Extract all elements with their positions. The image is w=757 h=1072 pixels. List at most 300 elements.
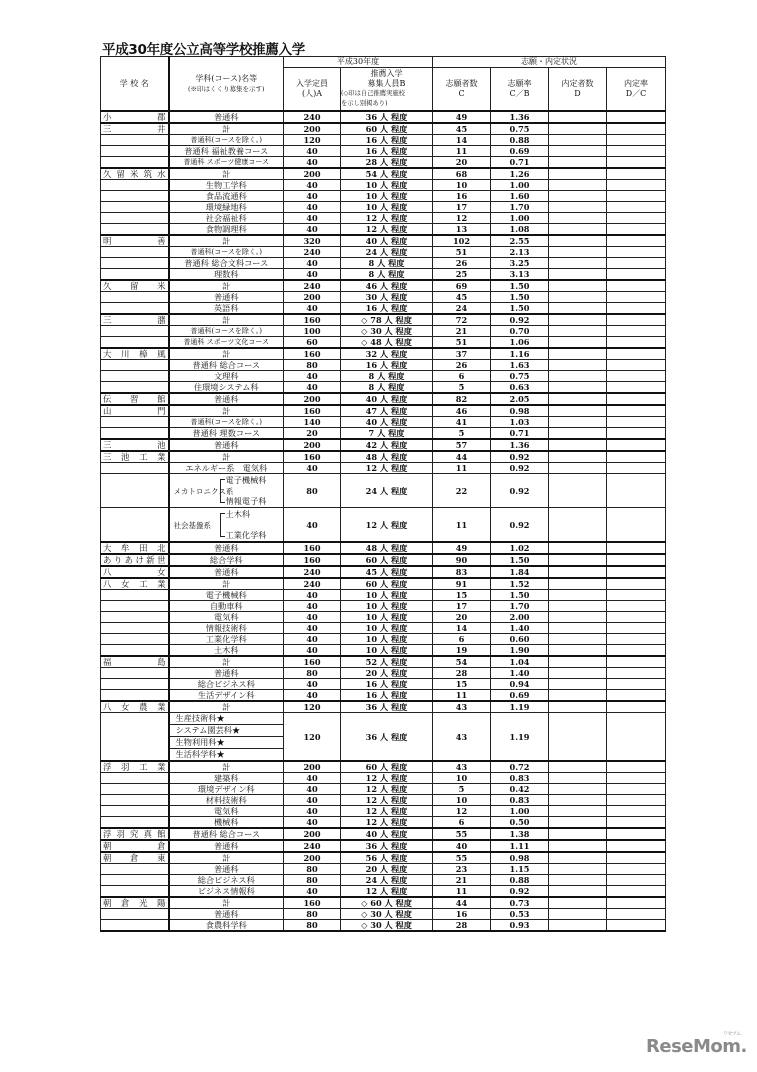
recommend-b: 16 人 程度	[341, 360, 433, 371]
offer-ratio-dc	[607, 428, 666, 440]
ratio-cb: 1.60	[491, 191, 549, 202]
capacity-a: 240	[284, 247, 341, 258]
capacity-a: 40	[284, 645, 341, 657]
header-capacity: 入学定員 (人)A	[284, 68, 341, 112]
table-row	[101, 439, 666, 451]
recommend-b: 16 人 程度	[341, 690, 433, 702]
department-name: システム園芸科★	[170, 725, 284, 737]
recommend-b: 40 人 程度	[341, 828, 433, 840]
applicants-c: 28	[433, 668, 491, 679]
offer-ratio-dc	[607, 601, 666, 612]
offer-ratio-dc	[607, 828, 666, 840]
offers-d	[549, 202, 607, 213]
offer-ratio-dc	[607, 191, 666, 202]
offer-ratio-dc	[607, 795, 666, 806]
ratio-cb: 0.83	[491, 795, 549, 806]
recommend-b: 16 人 程度	[341, 679, 433, 690]
capacity-a: 80	[284, 920, 341, 932]
ratio-cb: 1.00	[491, 806, 549, 817]
school-name	[101, 247, 169, 258]
table-row	[101, 773, 666, 784]
offer-ratio-dc	[607, 382, 666, 394]
recommend-b: 12 人 程度	[341, 508, 433, 543]
header-offer-ratio: 内定率 D／C	[607, 68, 666, 112]
table-row	[101, 180, 666, 191]
school-name	[101, 258, 169, 269]
table-row	[101, 886, 666, 898]
school-name	[101, 135, 169, 146]
offers-d	[549, 326, 607, 337]
applicants-c: 102	[433, 235, 491, 247]
department-name: 電気科	[169, 806, 284, 817]
ratio-cb: 0.73	[491, 897, 549, 909]
offer-ratio-dc	[607, 337, 666, 349]
ratio-cb: 0.92	[491, 451, 549, 463]
capacity-a: 40	[284, 886, 341, 898]
department-name: 普通科	[169, 864, 284, 875]
school-name	[101, 713, 169, 762]
recommend-b: 8 人 程度	[341, 269, 433, 281]
capacity-a: 40	[284, 623, 341, 634]
offer-ratio-dc	[607, 656, 666, 668]
capacity-a: 60	[284, 337, 341, 349]
applicants-c: 6	[433, 371, 491, 382]
applicants-c: 11	[433, 146, 491, 157]
ratio-cb: 3.25	[491, 258, 549, 269]
offers-d	[549, 269, 607, 281]
recommend-b: 32 人 程度	[341, 348, 433, 360]
ratio-cb: 1.36	[491, 439, 549, 451]
offer-ratio-dc	[607, 123, 666, 135]
table-row	[101, 554, 666, 566]
offer-ratio-dc	[607, 474, 666, 508]
resemom-logo: リセマム ReseMom.	[646, 1031, 747, 1057]
school-name	[101, 474, 169, 508]
recommend-b: 20 人 程度	[341, 668, 433, 679]
offers-d	[549, 146, 607, 157]
department-name: 普通科	[169, 909, 284, 920]
table-row	[101, 852, 666, 864]
table-row	[101, 909, 666, 920]
table-row	[101, 280, 666, 292]
recommend-b: 36 人 程度	[341, 840, 433, 852]
table-row	[101, 634, 666, 645]
table-row	[101, 258, 666, 269]
table-row	[101, 690, 666, 702]
school-name	[101, 645, 169, 657]
table-row	[101, 191, 666, 202]
department-name: 普通科 総合コース	[169, 828, 284, 840]
offer-ratio-dc	[607, 393, 666, 405]
recommend-b: 10 人 程度	[341, 645, 433, 657]
capacity-a: 40	[284, 508, 341, 543]
school-name: 大牟田北	[101, 542, 169, 554]
offer-ratio-dc	[607, 701, 666, 713]
department-name: 普通科(コースを除く。)	[169, 326, 284, 337]
offers-d	[549, 875, 607, 886]
offers-d	[549, 668, 607, 679]
capacity-a: 160	[284, 451, 341, 463]
offer-ratio-dc	[607, 864, 666, 875]
applicants-c: 5	[433, 382, 491, 394]
school-name: 三 井	[101, 123, 169, 135]
header-group-status: 志願・内定状況	[433, 57, 666, 68]
table-row	[101, 337, 666, 349]
table-row	[101, 679, 666, 690]
school-name	[101, 303, 169, 315]
offers-d	[549, 690, 607, 702]
offers-d	[549, 463, 607, 474]
table-row	[101, 247, 666, 258]
table-row	[101, 123, 666, 135]
school-name	[101, 784, 169, 795]
capacity-a: 20	[284, 428, 341, 440]
offer-ratio-dc	[607, 269, 666, 281]
recommend-b: ◇ 48 人 程度	[341, 337, 433, 349]
school-name: 明 善	[101, 235, 169, 247]
department-name: 情報技術科	[169, 623, 284, 634]
capacity-a: 40	[284, 180, 341, 191]
applicants-c: 21	[433, 326, 491, 337]
ratio-cb: 0.70	[491, 326, 549, 337]
offer-ratio-dc	[607, 360, 666, 371]
offers-d	[549, 280, 607, 292]
department-name: ビジネス情報科	[169, 886, 284, 898]
applicants-c: 14	[433, 623, 491, 634]
capacity-a: 40	[284, 146, 341, 157]
applicants-c: 68	[433, 168, 491, 180]
table-row	[101, 542, 666, 554]
ratio-cb: 0.92	[491, 474, 549, 508]
ratio-cb: 3.13	[491, 269, 549, 281]
applicants-c: 43	[433, 701, 491, 713]
applicants-c: 19	[433, 645, 491, 657]
offers-d	[549, 382, 607, 394]
applicants-c: 5	[433, 428, 491, 440]
capacity-a: 40	[284, 157, 341, 169]
capacity-a: 200	[284, 393, 341, 405]
recommend-b: 12 人 程度	[341, 224, 433, 236]
offers-d	[549, 623, 607, 634]
department-group	[169, 713, 284, 762]
table-row	[101, 701, 666, 713]
department-name: 普通科 総合コース	[169, 360, 284, 371]
offer-ratio-dc	[607, 303, 666, 315]
capacity-a: 160	[284, 314, 341, 326]
department-name: 総合ビジネス科	[169, 679, 284, 690]
school-name: 浮羽究真館	[101, 828, 169, 840]
department-name: 情報電子科	[225, 496, 267, 506]
offers-d	[549, 852, 607, 864]
ratio-cb: 2.55	[491, 235, 549, 247]
table-row	[101, 875, 666, 886]
school-name: 朝 倉	[101, 840, 169, 852]
department-name: 土木科	[169, 645, 284, 657]
offers-d	[549, 701, 607, 713]
school-name	[101, 590, 169, 601]
school-name	[101, 382, 169, 394]
offer-ratio-dc	[607, 590, 666, 601]
applicants-c: 17	[433, 202, 491, 213]
ratio-cb: 1.00	[491, 213, 549, 224]
offer-ratio-dc	[607, 554, 666, 566]
ratio-cb: 1.50	[491, 303, 549, 315]
department-name: 生活科学科★	[175, 749, 225, 759]
capacity-a: 40	[284, 817, 341, 829]
offer-ratio-dc	[607, 690, 666, 702]
ratio-cb: 0.75	[491, 371, 549, 382]
applicants-c: 51	[433, 247, 491, 258]
ratio-cb: 1.84	[491, 566, 549, 578]
school-name	[101, 886, 169, 898]
recommend-b: 24 人 程度	[341, 474, 433, 508]
offers-d	[549, 371, 607, 382]
department-name: 普通科 スポーツ健康コース	[169, 157, 284, 169]
capacity-a: 40	[284, 202, 341, 213]
recommend-b: 8 人 程度	[341, 382, 433, 394]
offer-ratio-dc	[607, 247, 666, 258]
offers-d	[549, 451, 607, 463]
applicants-c: 43	[433, 713, 491, 762]
capacity-a: 120	[284, 701, 341, 713]
applicants-c: 10	[433, 795, 491, 806]
applicants-c: 91	[433, 578, 491, 590]
ratio-cb: 0.94	[491, 679, 549, 690]
school-name: 三 池	[101, 439, 169, 451]
table-row	[101, 382, 666, 394]
applicants-c: 5	[433, 784, 491, 795]
department-name: 食品流通科	[169, 191, 284, 202]
table-row	[101, 806, 666, 817]
table-row	[101, 405, 666, 417]
offer-ratio-dc	[607, 314, 666, 326]
table-body-1	[101, 111, 666, 474]
recommend-b: 60 人 程度	[341, 554, 433, 566]
recommend-b: 8 人 程度	[341, 258, 433, 269]
recommend-b: 42 人 程度	[341, 439, 433, 451]
ratio-cb: 0.71	[491, 157, 549, 169]
department-name: 計	[169, 348, 284, 360]
applicants-c: 82	[433, 393, 491, 405]
school-name: 朝倉東	[101, 852, 169, 864]
table-row	[101, 761, 666, 773]
ratio-cb: 1.00	[491, 180, 549, 191]
department-name: 普通科 総合文科コース	[169, 258, 284, 269]
applicants-c: 11	[433, 463, 491, 474]
recommend-b: 47 人 程度	[341, 405, 433, 417]
recommend-b: 40 人 程度	[341, 235, 433, 247]
offers-d	[549, 645, 607, 657]
admissions-table	[100, 56, 666, 932]
offers-d	[549, 773, 607, 784]
capacity-a: 160	[284, 542, 341, 554]
recommend-b: 30 人 程度	[341, 292, 433, 303]
recommend-b: 12 人 程度	[341, 795, 433, 806]
offers-d	[549, 168, 607, 180]
recommend-b: 10 人 程度	[341, 634, 433, 645]
offers-d	[549, 180, 607, 191]
ratio-cb: 0.75	[491, 123, 549, 135]
table-row	[101, 135, 666, 146]
capacity-a: 200	[284, 828, 341, 840]
offer-ratio-dc	[607, 235, 666, 247]
offers-d	[549, 393, 607, 405]
capacity-a: 40	[284, 371, 341, 382]
offers-d	[549, 247, 607, 258]
ratio-cb: 0.60	[491, 634, 549, 645]
ratio-cb: 0.69	[491, 690, 549, 702]
offer-ratio-dc	[607, 292, 666, 303]
department-name: 計	[169, 451, 284, 463]
applicants-c: 12	[433, 806, 491, 817]
bracket-icon	[220, 513, 225, 537]
applicants-c: 69	[433, 280, 491, 292]
table-row	[101, 463, 666, 474]
offer-ratio-dc	[607, 612, 666, 623]
offers-d	[549, 292, 607, 303]
applicants-c: 26	[433, 258, 491, 269]
table-row	[101, 371, 666, 382]
school-name: 福 島	[101, 656, 169, 668]
table-row	[101, 235, 666, 247]
recommend-b: 40 人 程度	[341, 393, 433, 405]
offer-ratio-dc	[607, 817, 666, 829]
ratio-cb: 0.83	[491, 773, 549, 784]
applicants-c: 55	[433, 828, 491, 840]
recommend-b: 12 人 程度	[341, 213, 433, 224]
ratio-cb: 1.52	[491, 578, 549, 590]
table-row	[101, 360, 666, 371]
capacity-a: 80	[284, 360, 341, 371]
capacity-a: 40	[284, 191, 341, 202]
school-name	[101, 920, 169, 932]
capacity-a: 240	[284, 566, 341, 578]
department-name: 普通科	[169, 566, 284, 578]
offer-ratio-dc	[607, 875, 666, 886]
recommend-b: 12 人 程度	[341, 773, 433, 784]
offer-ratio-dc	[607, 840, 666, 852]
department-name: 食農科学科	[169, 920, 284, 932]
offers-d	[549, 864, 607, 875]
school-name: ありあけ新世	[101, 554, 169, 566]
capacity-a: 40	[284, 806, 341, 817]
department-name: 食物調理科	[169, 224, 284, 236]
applicants-c: 40	[433, 840, 491, 852]
recommend-b: 10 人 程度	[341, 202, 433, 213]
department-name: 生産技術科★	[170, 713, 284, 725]
capacity-a: 40	[284, 213, 341, 224]
ratio-cb: 1.38	[491, 828, 549, 840]
capacity-a: 40	[284, 463, 341, 474]
ratio-cb: 0.88	[491, 875, 549, 886]
applicants-c: 12	[433, 213, 491, 224]
ratio-cb: 1.70	[491, 601, 549, 612]
table-body-multi	[101, 713, 666, 762]
offers-d	[549, 348, 607, 360]
department-name: 工業化学科	[225, 530, 267, 540]
offers-d	[549, 886, 607, 898]
school-name: 小 郡	[101, 111, 169, 123]
school-name	[101, 157, 169, 169]
department-name: 普通科 福祉教養コース	[169, 146, 284, 157]
department-name: 普通科(コースを除く。)	[169, 247, 284, 258]
offer-ratio-dc	[607, 566, 666, 578]
department-name: 普通科	[169, 393, 284, 405]
department-name: 普通科	[169, 439, 284, 451]
offer-ratio-dc	[607, 168, 666, 180]
offers-d	[549, 578, 607, 590]
offer-ratio-dc	[607, 920, 666, 932]
offers-d	[549, 713, 607, 762]
capacity-a: 200	[284, 123, 341, 135]
school-name	[101, 269, 169, 281]
department-name: 普通科	[169, 840, 284, 852]
ratio-cb: 1.70	[491, 202, 549, 213]
applicants-c: 20	[433, 157, 491, 169]
applicants-c: 16	[433, 191, 491, 202]
offer-ratio-dc	[607, 280, 666, 292]
school-name	[101, 224, 169, 236]
applicants-c: 44	[433, 451, 491, 463]
recommend-b: 12 人 程度	[341, 784, 433, 795]
capacity-a: 120	[284, 713, 341, 762]
school-name	[101, 875, 169, 886]
table-row	[101, 292, 666, 303]
table-body-3	[101, 761, 666, 931]
table-row	[101, 157, 666, 169]
department-name: 電気科	[169, 612, 284, 623]
system-name: メカトロニクス系	[173, 487, 234, 496]
recommend-b: 28 人 程度	[341, 157, 433, 169]
capacity-a: 40	[284, 601, 341, 612]
table-row	[101, 578, 666, 590]
ratio-cb: 1.02	[491, 542, 549, 554]
capacity-a: 40	[284, 634, 341, 645]
ratio-cb: 0.53	[491, 909, 549, 920]
ratio-cb: 2.05	[491, 393, 549, 405]
applicants-c: 11	[433, 508, 491, 543]
offers-d	[549, 314, 607, 326]
school-name	[101, 417, 169, 428]
applicants-c: 72	[433, 314, 491, 326]
table-row	[101, 168, 666, 180]
recommend-b: 10 人 程度	[341, 623, 433, 634]
school-name: 八女農業	[101, 701, 169, 713]
offer-ratio-dc	[607, 348, 666, 360]
department-name: 計	[169, 578, 284, 590]
offers-d	[549, 601, 607, 612]
offer-ratio-dc	[607, 111, 666, 123]
department-name: 計	[169, 235, 284, 247]
recommend-b: 36 人 程度	[341, 713, 433, 762]
department-name: 計	[169, 314, 284, 326]
offers-d	[549, 439, 607, 451]
department-name: 計	[169, 761, 284, 773]
capacity-a: 80	[284, 474, 341, 508]
capacity-a: 100	[284, 326, 341, 337]
applicants-c: 21	[433, 875, 491, 886]
school-name: 三 潴	[101, 314, 169, 326]
department-name: 計	[169, 123, 284, 135]
recommend-b: ◇ 60 人 程度	[341, 897, 433, 909]
applicants-c: 44	[433, 897, 491, 909]
recommend-b: 12 人 程度	[341, 463, 433, 474]
school-name	[101, 202, 169, 213]
ratio-cb: 0.93	[491, 920, 549, 932]
school-name: 久留米筑水	[101, 168, 169, 180]
table-row	[101, 864, 666, 875]
offer-ratio-dc	[607, 258, 666, 269]
